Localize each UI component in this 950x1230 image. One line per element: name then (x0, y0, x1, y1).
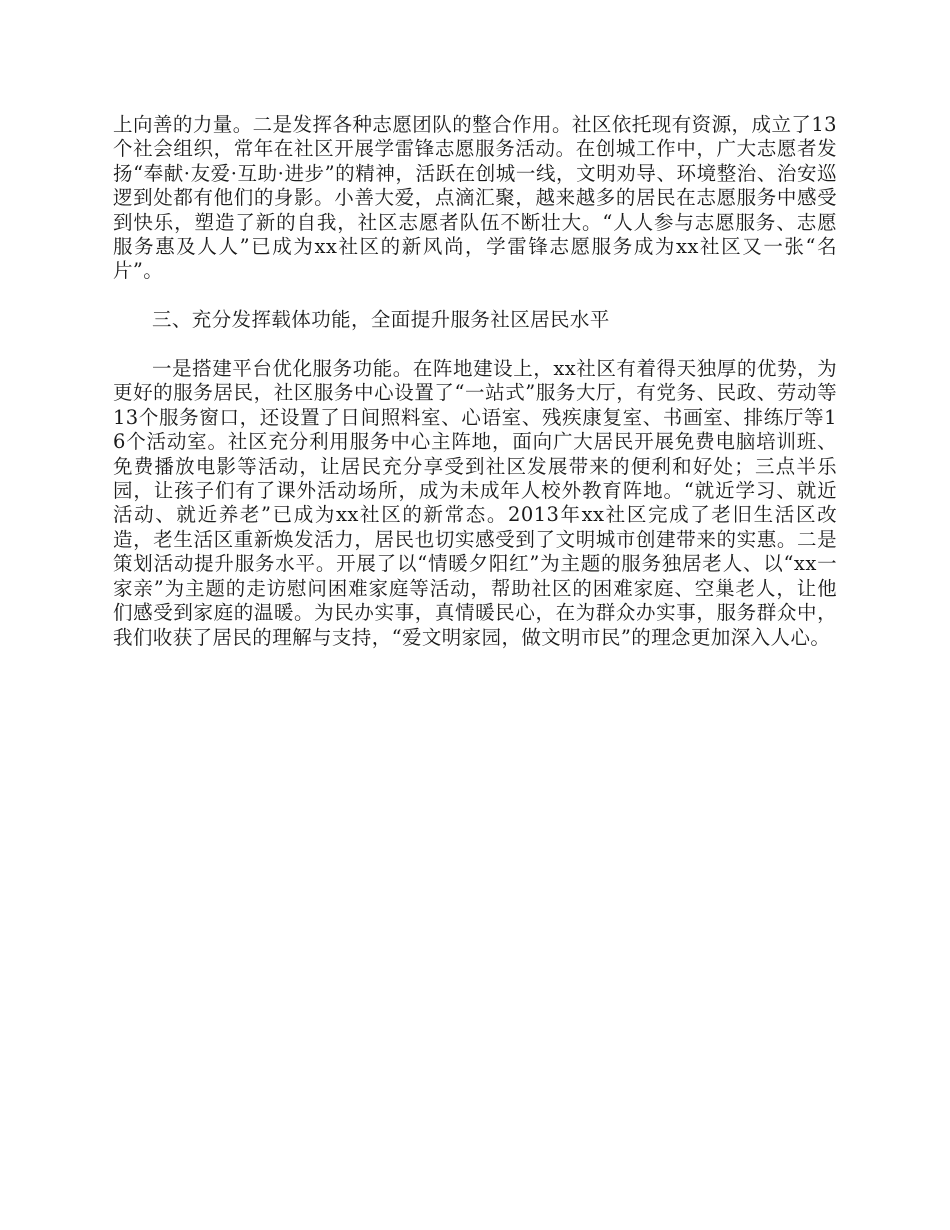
body-paragraph: 一是搭建平台优化服务功能。在阵地建设上，xx社区有着得天独厚的优势，为更好的服务居民，社区服务中心设置了“一站式”服务大厅，有党务、民政、劳动等13个服务窗口，还设置了日间照料室、心语室、残疾康复室、书画室、排练厅等16个活动室。社区充分利用服务中心主阵地，面向广大居民开展免费电脑培训班、免费播放电影等活动，让居民充分享受到社区发展带来的便利和好处；三点半乐园，让孩子们有了课外活动场所，成为未成年人校外教育阵地。“就近学习、就近活动、就近养老”已成为xx社区的新常态。2013年xx社区完成了老旧生活区改造，老生活区重新焕发活力，居民也切实感受到了文明城市创建带来的实惠。二是策划活动提升服务水平。开展了以“情暖夕阳红”为主题的服务独居老人、以“xx一家亲”为主题的走访慰问困难家庭等活动，帮助社区的困难家庭、空巢老人，让他们感受到家庭的温暖。为民办实事，真情暖民心，在为群众办实事，服务群众中，我们收获了居民的理解与支持，“爱文明家园，做文明市民”的理念更加深入人心。 (113, 357, 837, 649)
body-paragraph: 上向善的力量。二是发挥各种志愿团队的整合作用。社区依托现有资源，成立了13个社会组织，常年在社区开展学雷锋志愿服务活动。在创城工作中，广大志愿者发扬“奉献·友爱·互助·进步”的精神，活跃在创城一线，文明劝导、环境整治、治安巡逻到处都有他们的身影。小善大爱，点滴汇聚，越来越多的居民在志愿服务中感受到快乐，塑造了新的自我，社区志愿者队伍不断壮大。“人人参与志愿服务、志愿服务惠及人人”已成为xx社区的新风尚，学雷锋志愿服务成为xx社区又一张“名片”。 (113, 113, 837, 283)
document-body (113, 113, 837, 674)
section-heading: 三、充分发挥载体功能，全面提升服务社区居民水平 (152, 308, 610, 332)
